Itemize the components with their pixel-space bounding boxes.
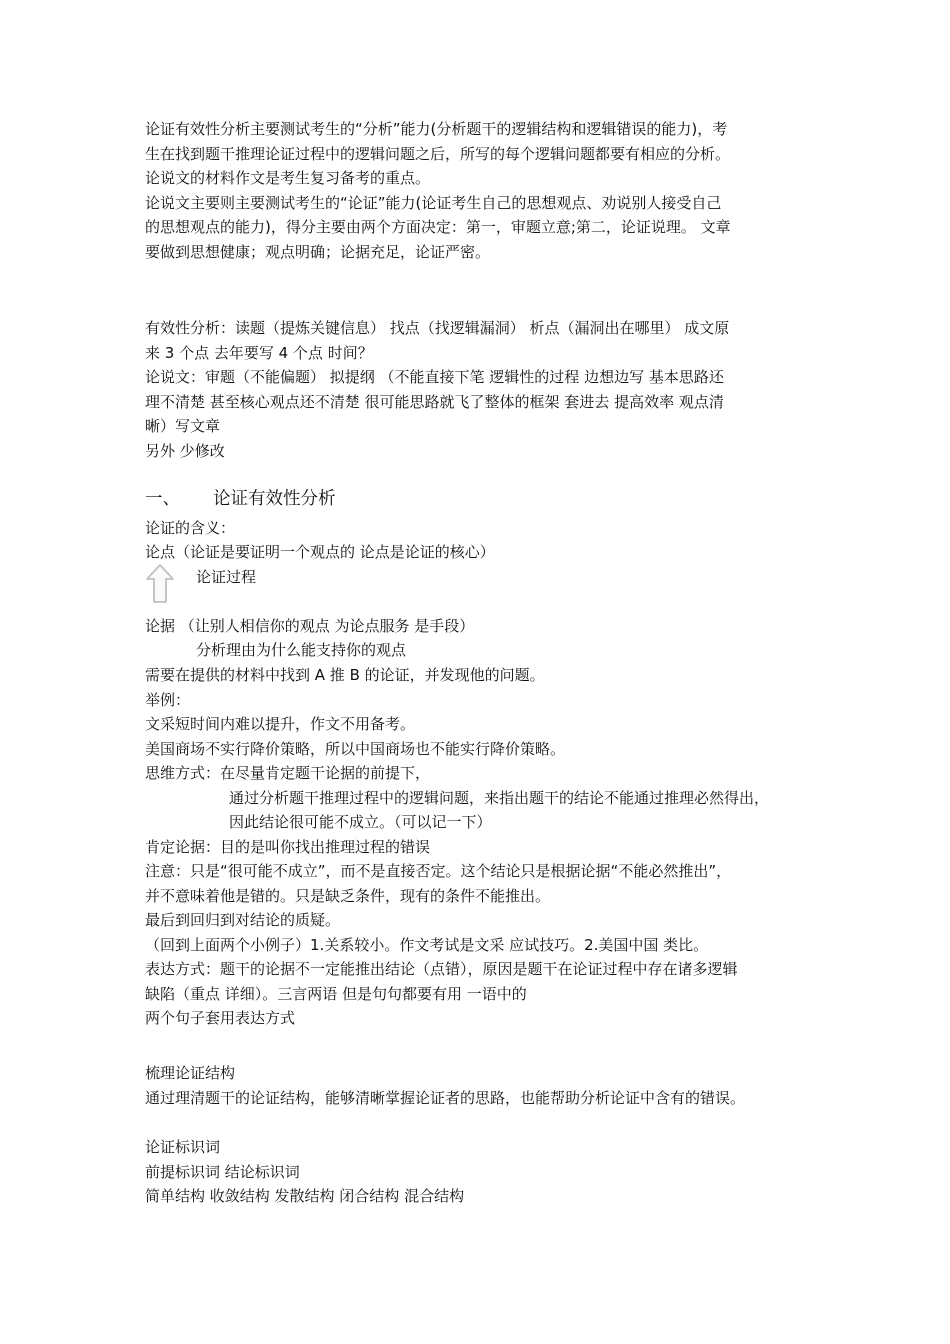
text-line: 表达方式：题干的论据不一定能推出结论（点错），原因是题干在论证过程中存在诸多逻辑 [145,960,738,978]
text-line: 最后到回归到对结论的质疑。 [145,911,341,929]
section-title: 论证有效性分析 [213,489,336,509]
text-line: 来 3 个点 去年要写 4 个点 时间？ [145,344,373,362]
text-line: 肯定论据：目的是叫你找出推理过程的错误 [145,838,431,856]
section-heading [145,487,336,511]
text-line: 通过理清题干的论证结构，能够清晰掌握论证者的思路，也能帮助分析论证中含有的错误。 [145,1089,746,1107]
text-line: 要做到思想健康；观点明确；论据充足，论证严密。 [145,243,491,261]
text-line: 因此结论很可能不成立。（可以记一下） [229,813,492,831]
section-number: 一、 [145,489,180,509]
text-line: （回到上面两个小例子）1.关系较小。作文考试是文采 应试技巧。2.美国中国 类比。 [145,936,709,954]
text-line: 论证标识词 [145,1138,221,1156]
text-line: 简单结构 收敛结构 发散结构 闭合结构 混合结构 [145,1187,465,1205]
text-line: 注意：只是“很可能不成立”，而不是直接否定。这个结论只是根据论据“不能必然推出”， [145,862,732,880]
text-line: 论说文的材料作文是考生复习备考的重点。 [145,169,431,187]
text-line: 分析理由为什么能支持你的观点 [196,641,407,659]
text-line: 需要在提供的材料中找到 A 推 B 的论证，并发现他的问题。 [145,666,545,684]
text-line: 理不清楚 甚至核心观点还不清楚 很可能思路就飞了整体的框架 套进去 提高效率 观点清 [145,393,724,411]
text-line: 晰）写文章 [145,417,221,435]
text-line: 论证的含义： [145,519,236,537]
evidence-line: 论据 （让别人相信你的观点 为论点服务 是手段） [145,617,475,635]
text-line: 生在找到题干推理论证过程中的逻辑问题之后，所写的每个逻辑问题都要有相应的分析。 [145,145,731,163]
text-line: 梳理论证结构 [145,1064,236,1082]
text-line: 美国商场不实行降价策略，所以中国商场也不能实行降价策略。 [145,740,566,758]
text-line: 前提标识词 结论标识词 [145,1163,300,1181]
text-line: 缺陷（重点 详细）。三言两语 但是句句都要有用 一语中的 [145,985,527,1003]
thesis-line: 论点（论证是要证明一个观点的 论点是论证的核心） [145,543,495,561]
text-line: 思维方式：在尽量肯定题干论据的前提下， [145,764,431,782]
text-line: 有效性分析：读题（提炼关键信息） 找点（找逻辑漏洞） 析点（漏洞出在哪里） 成文原 [145,319,730,337]
text-line: 两个句子套用表达方式 [145,1009,296,1027]
text-line: 论说文：审题（不能偏题） 拟提纲 （不能直接下笔 逻辑性的过程 边想边写 基本思路还 [145,368,724,386]
text-line: 论说文主要则主要测试考生的“论证”能力(论证考生自己的思想观点、劝说别人接受自己 [145,194,722,212]
text-line: 的思想观点的能力)，得分主要由两个方面决定：第一，审题立意;第二，论证说理。 文章 [145,218,731,236]
process-label: 论证过程 [196,568,257,586]
text-line: 并不意味着他是错的。只是缺乏条件，现有的条件不能推出。 [145,887,551,905]
text-line: 文采短时间内难以提升，作文不用备考。 [145,715,416,733]
text-line: 另外 少修改 [145,442,225,460]
text-line: 举例： [145,691,191,709]
text-line: 论证有效性分析主要测试考生的“分析”能力(分析题干的逻辑结构和逻辑错误的能力)，考 [145,120,728,138]
up-arrow-icon [145,563,175,605]
text-line: 通过分析题干推理过程中的逻辑问题，来指出题干的结论不能通过推理必然得出， [229,789,770,807]
